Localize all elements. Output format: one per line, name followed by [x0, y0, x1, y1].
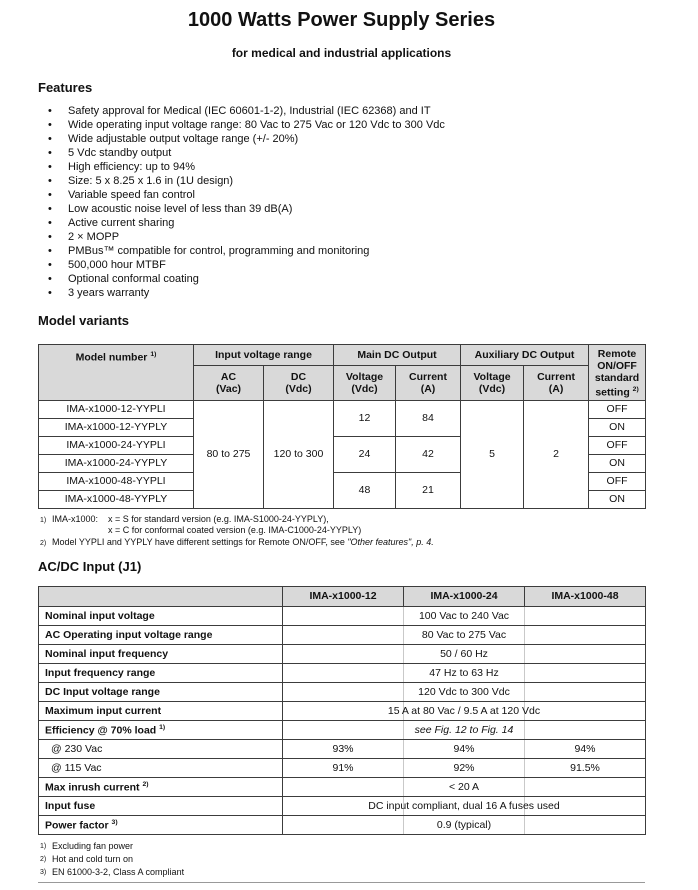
acdc-input-table [38, 586, 646, 835]
row-label: Max inrush current $^{2)}$ [39, 777, 283, 796]
row-label: Nominal input frequency [39, 644, 283, 663]
col-header-aux-current: Current (A) [524, 366, 589, 400]
feature-text: Optional conformal coating [68, 273, 199, 285]
footnote-text: Excluding fan power [52, 840, 134, 851]
col-header-model: IMA-x1000-12 [283, 586, 404, 606]
footnote-ref: 1) [159, 724, 166, 732]
feature-text: Wide operating input voltage range: 80 Vac to 275 Vac or 120 Vdc to 300 Vdc [68, 119, 445, 131]
model-variants-footnotes [38, 514, 645, 549]
row-value: 15 A at 80 Vac / 9.5 A at 120 Vdc [283, 701, 646, 720]
col-header-input-voltage-range: Input voltage range [194, 345, 334, 366]
bullet-glyph: • [48, 245, 52, 257]
model-cell: IMA-x1000-48-YYPLI [39, 472, 194, 490]
current-cell: 42 [396, 436, 461, 472]
table-row [39, 400, 646, 418]
footnote-marker: 2) [40, 539, 47, 547]
ac-range-cell: 80 to 275 [194, 400, 264, 508]
aux-voltage-cell: 5 [461, 400, 524, 508]
footnote-ref: 2) [632, 386, 639, 393]
feature-text: 3 years warranty [68, 287, 150, 299]
footnote [40, 853, 645, 866]
table-row [39, 758, 646, 777]
table-header-row [39, 345, 646, 366]
col-header-model: IMA-x1000-48 [525, 586, 646, 606]
bullet-glyph: • [48, 161, 52, 173]
bullet-glyph: • [48, 217, 52, 229]
footnote-ref: 1) [150, 351, 157, 358]
acdc-input-heading: AC/DC Input (J1) [38, 558, 142, 574]
bullet-glyph: • [48, 105, 52, 117]
footnote-italic: "Other features", p. 4. [347, 536, 434, 547]
feature-item [38, 244, 645, 258]
model-variants-table [38, 344, 646, 509]
footnote-line: x = S for standard version (e.g. IMA-S1000-24-YYPLY), [108, 513, 329, 524]
current-cell: 21 [396, 472, 461, 508]
row-value: 47 Hz to 63 Hz [283, 663, 646, 682]
col-header-aux-voltage: Voltage (Vdc) [461, 366, 524, 400]
bullet-glyph: • [48, 119, 52, 131]
remote-cell: OFF [589, 400, 646, 418]
row-value: 80 Vac to 275 Vac [283, 625, 646, 644]
table-row [39, 739, 646, 758]
page-footer-rule [38, 882, 645, 883]
footnote [40, 840, 645, 853]
bullet-glyph: • [48, 287, 52, 299]
model-cell: IMA-x1000-12-YYPLY [39, 418, 194, 436]
col-header-aux-dc-output: Auxiliary DC Output [461, 345, 589, 366]
acdc-input-footnotes [38, 840, 645, 879]
feature-item [38, 286, 645, 300]
row-sublabel: @ 115 Vac [39, 758, 283, 777]
feature-text: 2 × MOPP [68, 231, 120, 243]
feature-item [38, 258, 645, 272]
remote-cell: ON [589, 490, 646, 508]
row-label: Maximum input current [39, 701, 283, 720]
row-value: 100 Vac to 240 Vac [283, 606, 646, 625]
table-row [39, 777, 646, 796]
remote-cell: ON [589, 418, 646, 436]
row-label: Input fuse [39, 796, 283, 815]
feature-item [38, 174, 645, 188]
bullet-glyph: • [48, 231, 52, 243]
feature-item [38, 202, 645, 216]
table-row [39, 663, 646, 682]
voltage-cell: 12 [334, 400, 396, 436]
table-row [39, 644, 646, 663]
feature-item [38, 146, 645, 160]
feature-item [38, 118, 645, 132]
table-row [39, 682, 646, 701]
col-header-model: IMA-x1000-24 [404, 586, 525, 606]
row-label: Efficiency @ 70% load $^{1)}$ [39, 720, 283, 739]
feature-item [38, 104, 645, 118]
row-value: 94% [525, 739, 646, 758]
table-row [39, 815, 646, 834]
feature-text: 5 Vdc standby output [68, 147, 172, 159]
footnote-marker: 3) [40, 868, 47, 876]
feature-item [38, 132, 645, 146]
table-row [39, 606, 646, 625]
page-subtitle: for medical and industrial applications [231, 46, 452, 60]
feature-item [38, 188, 645, 202]
remote-cell: ON [589, 454, 646, 472]
feature-text: Size: 5 x 8.25 x 1.6 in (1U design) [68, 175, 234, 187]
col-header-main-dc-output: Main DC Output [334, 345, 461, 366]
features-heading: Features [38, 80, 93, 95]
footnote [40, 514, 645, 536]
row-value: 120 Vdc to 300 Vdc [283, 682, 646, 701]
footnote-marker: 1) [40, 842, 47, 850]
model-cell: IMA-x1000-24-YYPLY [39, 454, 194, 472]
col-header-ac: AC (Vac) [194, 366, 264, 400]
table-row [39, 720, 646, 739]
row-label: AC Operating input voltage range [39, 625, 283, 644]
bullet-glyph: • [48, 273, 52, 285]
bullet-glyph: • [48, 259, 52, 271]
col-header-remote-setting: Remote ON/OFF standard setting $^{2)}$ [589, 345, 646, 401]
features-list [38, 104, 645, 300]
footnote-ref: 3) [111, 819, 118, 827]
footnote-text: Model YYPLI and YYPLY have different settings for Remote ON/OFF, see "Other features", p. 4. [52, 536, 434, 547]
bullet-glyph: • [48, 189, 52, 201]
feature-text: High efficiency: up to 94% [68, 161, 195, 173]
footnote-ref: 2) [142, 781, 149, 789]
bullet-glyph: • [48, 175, 52, 187]
row-label: Nominal input voltage [39, 606, 283, 625]
col-header-main-current: Current (A) [396, 366, 461, 400]
table-row [39, 701, 646, 720]
row-value: see Fig. 12 to Fig. 14 [283, 720, 646, 739]
aux-current-cell: 2 [524, 400, 589, 508]
row-value: < 20 A [283, 777, 646, 796]
row-value: DC input compliant, dual 16 A fuses used [283, 796, 646, 815]
footnote [40, 537, 645, 549]
dc-range-cell: 120 to 300 [264, 400, 334, 508]
col-header-dc: DC (Vdc) [264, 366, 334, 400]
feature-text: PMBus™ compatible for control, programming and monitoring [68, 245, 370, 257]
remote-cell: OFF [589, 472, 646, 490]
footnote-text: Hot and cold turn on [52, 853, 134, 864]
footnote-line: x = C for conformal coated version (e.g. IMA-C1000-24-YYPLY) [108, 524, 362, 535]
current-cell: 84 [396, 400, 461, 436]
feature-text: Active current sharing [68, 217, 175, 229]
model-cell: IMA-x1000-48-YYPLY [39, 490, 194, 508]
feature-item [38, 160, 645, 174]
row-label: Power factor $^{3)}$ [39, 815, 283, 834]
row-label: DC Input voltage range [39, 682, 283, 701]
voltage-cell: 24 [334, 436, 396, 472]
footnote-marker: 2) [40, 855, 47, 863]
model-cell: IMA-x1000-24-YYPLI [39, 436, 194, 454]
footnote-label: IMA-x1000: [52, 513, 99, 524]
row-sublabel: @ 230 Vac [39, 739, 283, 758]
bullet-glyph: • [48, 147, 52, 159]
col-header-model-number: Model number $^{1)}$ [39, 345, 194, 401]
row-label: Input frequency range [39, 663, 283, 682]
table-header-row [39, 586, 646, 606]
remote-cell: OFF [589, 436, 646, 454]
feature-item [38, 230, 645, 244]
feature-text: Low acoustic noise level of less than 39 dB(A) [68, 203, 293, 215]
footnote-lines [108, 514, 361, 536]
model-variants-heading: Model variants [38, 313, 130, 328]
voltage-cell: 48 [334, 472, 396, 508]
footnote [40, 866, 645, 879]
footnote-marker: 1) [40, 516, 47, 524]
table-row [39, 796, 646, 815]
feature-item [38, 272, 645, 286]
feature-text: Variable speed fan control [68, 189, 195, 201]
row-value: 0.9 (typical) [283, 815, 646, 834]
row-value: 91% [283, 758, 404, 777]
row-value: 50 / 60 Hz [283, 644, 646, 663]
footnote-text: EN 61000-3-2, Class A compliant [52, 866, 185, 877]
feature-text: Safety approval for Medical (IEC 60601-1-2), Industrial (IEC 62368) and IT [68, 105, 431, 117]
row-value: 93% [283, 739, 404, 758]
page-title: 1000 Watts Power Supply Series [187, 9, 496, 31]
feature-item [38, 216, 645, 230]
row-value: 94% [404, 739, 525, 758]
row-value: 91.5% [525, 758, 646, 777]
feature-text: Wide adjustable output voltage range (+/- 20%) [68, 133, 299, 145]
row-value: 92% [404, 758, 525, 777]
table-row [39, 625, 646, 644]
bullet-glyph: • [48, 133, 52, 145]
bullet-glyph: • [48, 203, 52, 215]
col-header-main-voltage: Voltage (Vdc) [334, 366, 396, 400]
model-cell: IMA-x1000-12-YYPLI [39, 400, 194, 418]
feature-text: 500,000 hour MTBF [68, 259, 166, 271]
col-header-empty [39, 586, 283, 606]
